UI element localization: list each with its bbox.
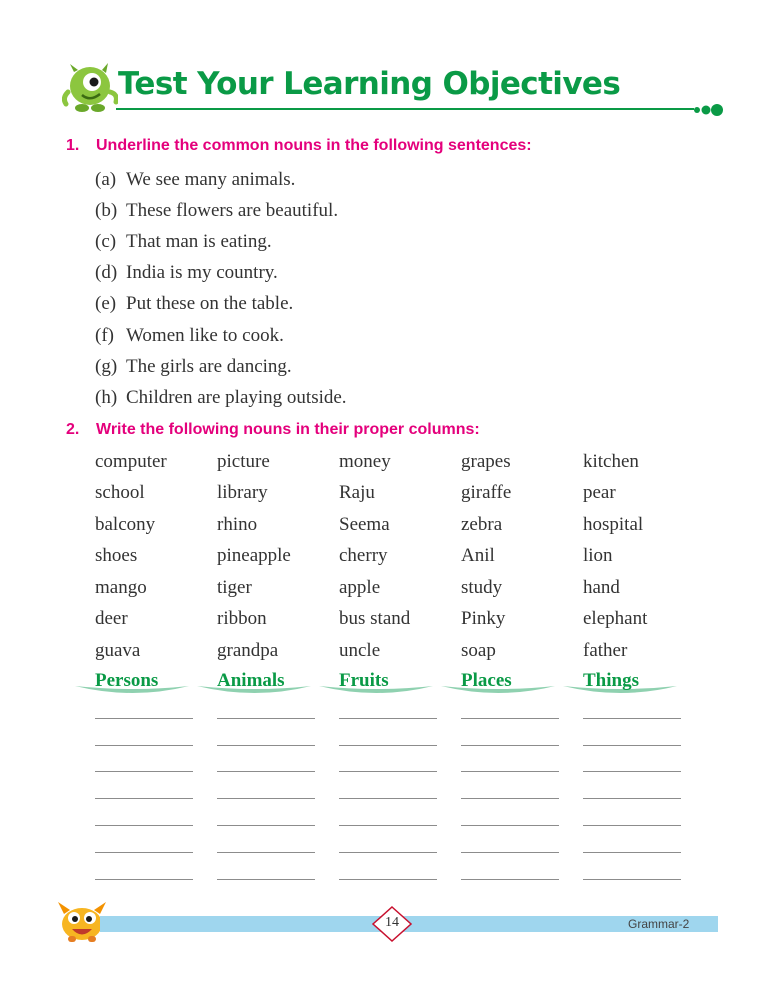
question-number: 1. (66, 137, 80, 154)
item-text: India is my country. (126, 262, 278, 283)
word: rhino (217, 514, 258, 535)
answer-line[interactable] (95, 771, 193, 772)
title-underline (116, 108, 694, 110)
word: balcony (95, 514, 156, 535)
word: mango (95, 577, 147, 598)
answer-line[interactable] (339, 771, 437, 772)
column-label: Fruits (339, 670, 389, 691)
word: school (95, 482, 145, 503)
item-text: Women like to cook. (126, 325, 284, 346)
word: pineapple (217, 545, 291, 566)
word: soap (461, 640, 496, 661)
page-number: 14 (385, 915, 399, 930)
item-text: Put these on the table. (126, 293, 294, 314)
answer-line[interactable] (339, 825, 437, 826)
answer-line[interactable] (217, 771, 315, 772)
answer-line[interactable] (217, 825, 315, 826)
green-monster-mascot-icon (62, 62, 118, 114)
sentence-item (95, 169, 295, 191)
item-text: Children are playing outside. (126, 387, 347, 408)
sentence-item (95, 356, 292, 378)
question-1-heading (66, 137, 532, 155)
word: computer (95, 451, 167, 472)
answer-line[interactable] (583, 771, 681, 772)
item-text: That man is eating. (126, 231, 272, 252)
question-prompt: Underline the common nouns in the following sentences: (96, 137, 532, 154)
sentence-item (95, 387, 347, 409)
word: bus stand (339, 608, 411, 629)
word: zebra (461, 514, 503, 535)
question-number: 2. (66, 421, 80, 438)
word: money (339, 451, 391, 472)
word: deer (95, 608, 128, 629)
answer-line[interactable] (217, 852, 315, 853)
word: uncle (339, 640, 381, 661)
answer-line[interactable] (461, 825, 559, 826)
word: Pinky (461, 608, 506, 629)
decorative-dots-icon (694, 102, 724, 116)
word: guava (95, 640, 141, 661)
sentence-item (95, 293, 293, 315)
sentence-item (95, 262, 278, 284)
sentence-item (95, 200, 338, 222)
answer-line[interactable] (583, 879, 681, 880)
item-label: (f) (95, 325, 114, 346)
answer-line[interactable] (583, 825, 681, 826)
word: Raju (339, 482, 375, 503)
word: hospital (583, 514, 644, 535)
item-label: (e) (95, 293, 117, 314)
item-label: (d) (95, 262, 118, 283)
item-label: (a) (95, 169, 117, 190)
word: tiger (217, 577, 252, 598)
column-label: Persons (95, 670, 159, 691)
column-heading-persons (95, 668, 207, 698)
word: kitchen (583, 451, 639, 472)
column-heading-things (583, 668, 695, 698)
column-heading-fruits (339, 668, 451, 698)
word: library (217, 482, 268, 503)
item-label: (g) (95, 356, 118, 377)
answer-line[interactable] (339, 852, 437, 853)
answer-line[interactable] (217, 718, 315, 719)
answer-line[interactable] (339, 718, 437, 719)
answer-line[interactable] (217, 745, 315, 746)
word: lion (583, 545, 613, 566)
question-prompt: Write the following nouns in their proper columns: (96, 421, 480, 438)
answer-line[interactable] (217, 879, 315, 880)
word: study (461, 577, 503, 598)
word: elephant (583, 608, 648, 629)
answer-line[interactable] (95, 745, 193, 746)
item-label: (b) (95, 200, 118, 221)
word: hand (583, 577, 620, 598)
answer-line[interactable] (461, 852, 559, 853)
word: pear (583, 482, 616, 503)
answer-line[interactable] (95, 879, 193, 880)
item-label: (h) (95, 387, 118, 408)
answer-line[interactable] (95, 825, 193, 826)
page-header (62, 62, 722, 122)
answer-line[interactable] (339, 745, 437, 746)
answer-line[interactable] (583, 798, 681, 799)
answer-line[interactable] (95, 852, 193, 853)
word: grapes (461, 451, 511, 472)
answer-line[interactable] (583, 745, 681, 746)
page-title: Test Your Learning Objectives (118, 66, 621, 102)
answer-line[interactable] (95, 798, 193, 799)
column-label: Places (461, 670, 512, 691)
column-label: Things (583, 670, 639, 691)
word: giraffe (461, 482, 512, 503)
word: Anil (461, 545, 495, 566)
answer-line[interactable] (339, 798, 437, 799)
answer-line[interactable] (461, 879, 559, 880)
book-title: Grammar-2 (628, 917, 690, 931)
sentence-item (95, 231, 272, 253)
answer-line[interactable] (95, 718, 193, 719)
answer-line[interactable] (461, 745, 559, 746)
answer-line[interactable] (217, 798, 315, 799)
word: ribbon (217, 608, 267, 629)
column-heading-animals (217, 668, 329, 698)
item-text: We see many animals. (126, 169, 296, 190)
word: grandpa (217, 640, 279, 661)
word: picture (217, 451, 270, 472)
item-text: The girls are dancing. (126, 356, 292, 377)
word: Seema (339, 514, 390, 535)
word: apple (339, 577, 381, 598)
item-label: (c) (95, 231, 117, 252)
question-2-heading (66, 421, 480, 439)
column-heading-places (461, 668, 573, 698)
answer-line[interactable] (583, 852, 681, 853)
answer-line[interactable] (339, 879, 437, 880)
word: father (583, 640, 628, 661)
sentence-item (95, 325, 284, 347)
item-text: These flowers are beautiful. (126, 200, 339, 221)
column-label: Animals (217, 670, 285, 691)
answer-line[interactable] (461, 798, 559, 799)
word: shoes (95, 545, 138, 566)
answer-line[interactable] (583, 718, 681, 719)
answer-line[interactable] (461, 718, 559, 719)
answer-line[interactable] (461, 771, 559, 772)
word: cherry (339, 545, 388, 566)
